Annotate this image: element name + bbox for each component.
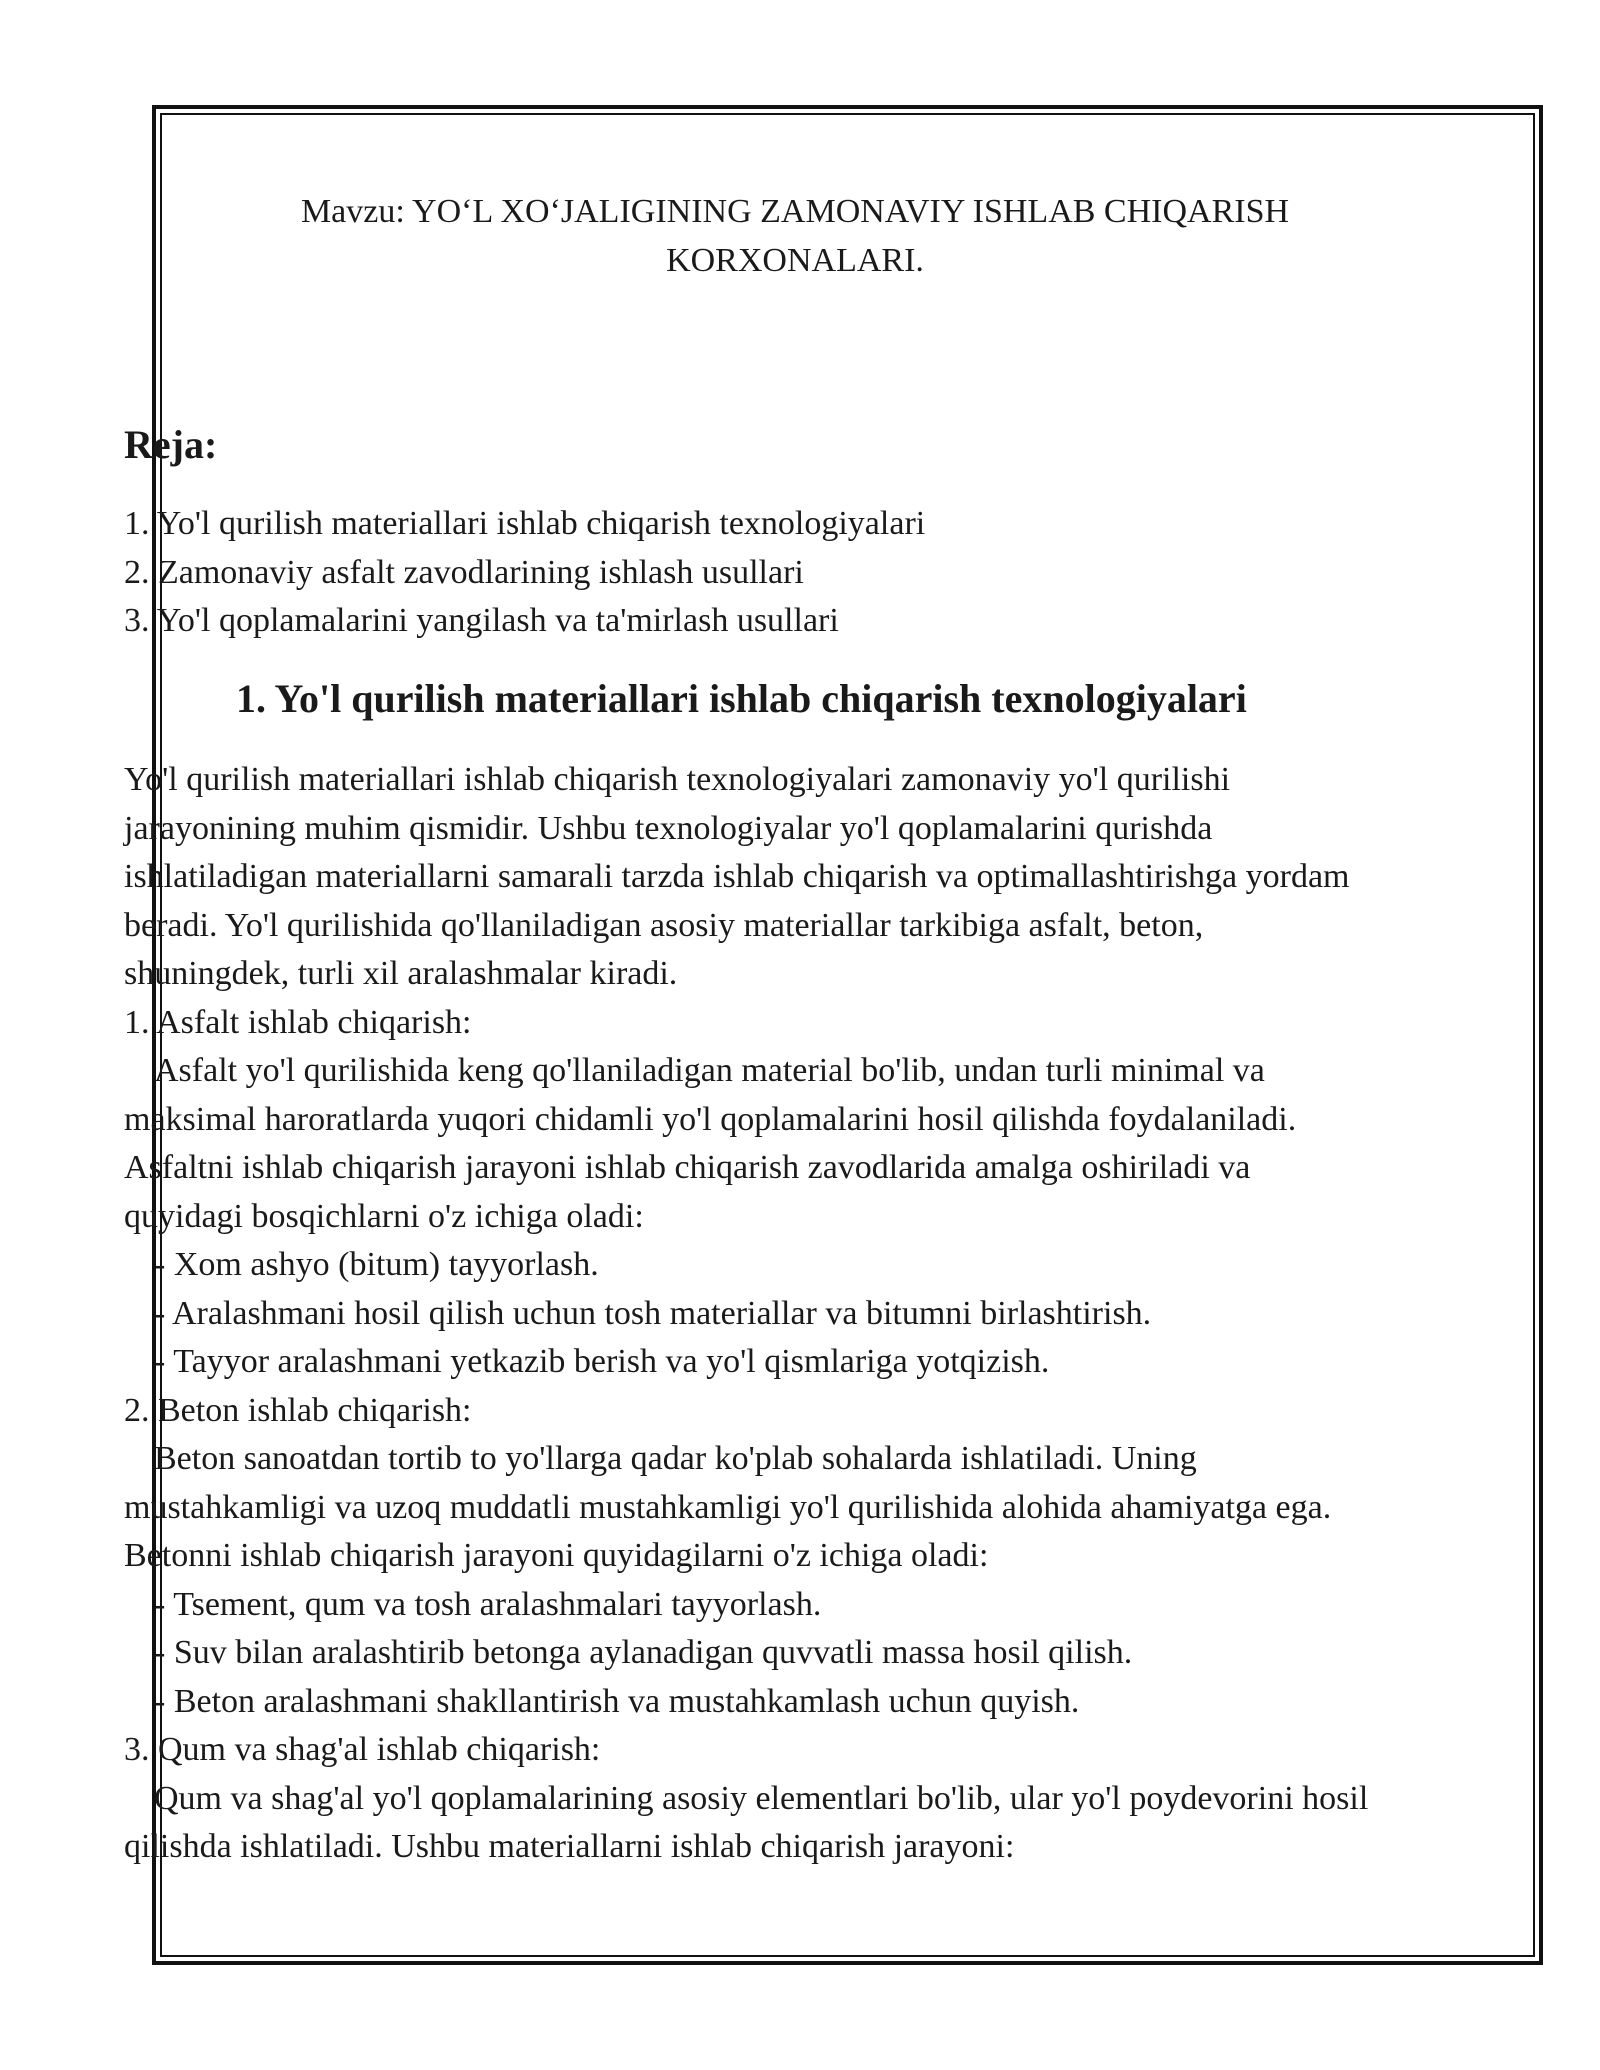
plan-item: 1. Yo'l qurilish materiallari ishlab chiqarish texnologiyalari [124, 505, 926, 542]
plan-title: Reja: [124, 422, 218, 467]
body-line: Asfalt yo'l qurilishida keng qo'llaniladigan material bo'lib, undan turli minimal va [154, 1052, 1265, 1089]
body-line: mustahkamligi va uzoq muddatli mustahkamligi yo'l qurilishida alohida ahamiyatga ega. [124, 1488, 1332, 1526]
body-line: Qum va shag'al yo'l qoplamalarining asosiy elementlari bo'lib, ular yo'l poydevorini hosil [154, 1779, 1369, 1817]
subheading-asphalt: 1. Asfalt ishlab chiqarish: [124, 1003, 472, 1041]
topic-line-2: KORXONALARI. [666, 242, 924, 279]
section-body [124, 756, 1464, 1872]
plan-item: 3. Yo'l qoplamalarini yangilash va ta'mirlash usullari [124, 602, 839, 639]
bullet-item: - Aralashmani hosil qilish uchun tosh materiallar va bitumni birlashtirish. [154, 1294, 1152, 1332]
plan-item: 2. Zamonaviy asfalt zavodlarining ishlash usullari [124, 553, 804, 591]
topic-title [240, 187, 1350, 285]
bullet-item: - Xom ashyo (bitum) tayyorlash. [154, 1246, 599, 1283]
body-line: ishlatiladigan materiallarni samarali tarzda ishlab chiqarish va optimallashtirishga yordam [124, 858, 1350, 895]
body-line: qilishda ishlatiladi. Ushbu materiallarni ishlab chiqarish jarayoni: [124, 1828, 1015, 1865]
section-heading: 1. Yo'l qurilish materiallari ishlab chiqarish texnologiyalari [236, 676, 1247, 721]
subheading-sand-gravel: 3. Qum va shag'al ishlab chiqarish: [124, 1731, 601, 1768]
subheading-concrete: 2. Beton ishlab chiqarish: [124, 1391, 472, 1429]
bullet-item: - Tayyor aralashmani yetkazib berish va yo'l qismlariga yotqizish. [154, 1343, 1050, 1380]
body-line: quyidagi bosqichlarni o'z ichiga oladi: [124, 1197, 644, 1235]
body-line: Beton sanoatdan tortib to yo'llarga qadar ko'plab sohalarda ishlatiladi. Uning [154, 1440, 1197, 1477]
body-line: Betonni ishlab chiqarish jarayoni quyidagilarni o'z ichiga oladi: [124, 1537, 989, 1574]
plan-list [124, 500, 925, 646]
body-line: Asfaltni ishlab chiqarish jarayoni ishlab chiqarish zavodlarida amalga oshiriladi va [124, 1149, 1251, 1186]
body-line: Yo'l qurilish materiallari ishlab chiqarish texnologiyalari zamonaviy yo'l qurilishi [124, 761, 1231, 798]
bullet-item: - Tsement, qum va tosh aralashmalari tayyorlash. [154, 1585, 822, 1623]
body-line: maksimal haroratlarda yuqori chidamli yo'l qoplamalarini hosil qilishda foydalaniladi. [124, 1100, 1297, 1138]
bullet-item: - Suv bilan aralashtirib betonga aylanadigan quvvatli massa hosil qilish. [154, 1634, 1133, 1671]
body-line: shuningdek, turli xil aralashmalar kiradi. [124, 955, 678, 992]
body-line: beradi. Yo'l qurilishida qo'llaniladigan asosiy materiallar tarkibiga asfalt, beton, [124, 906, 1204, 944]
topic-line-1: Mavzu: YO‘L XO‘JALIGINING ZAMONAVIY ISHLAB CHIQARISH [300, 193, 1290, 230]
bullet-item: - Beton aralashmani shakllantirish va mustahkamlash uchun quyish. [154, 1682, 1080, 1720]
body-line: jarayonining muhim qismidir. Ushbu texnologiyalar yo'l qoplamalarini qurishda [124, 809, 1213, 847]
